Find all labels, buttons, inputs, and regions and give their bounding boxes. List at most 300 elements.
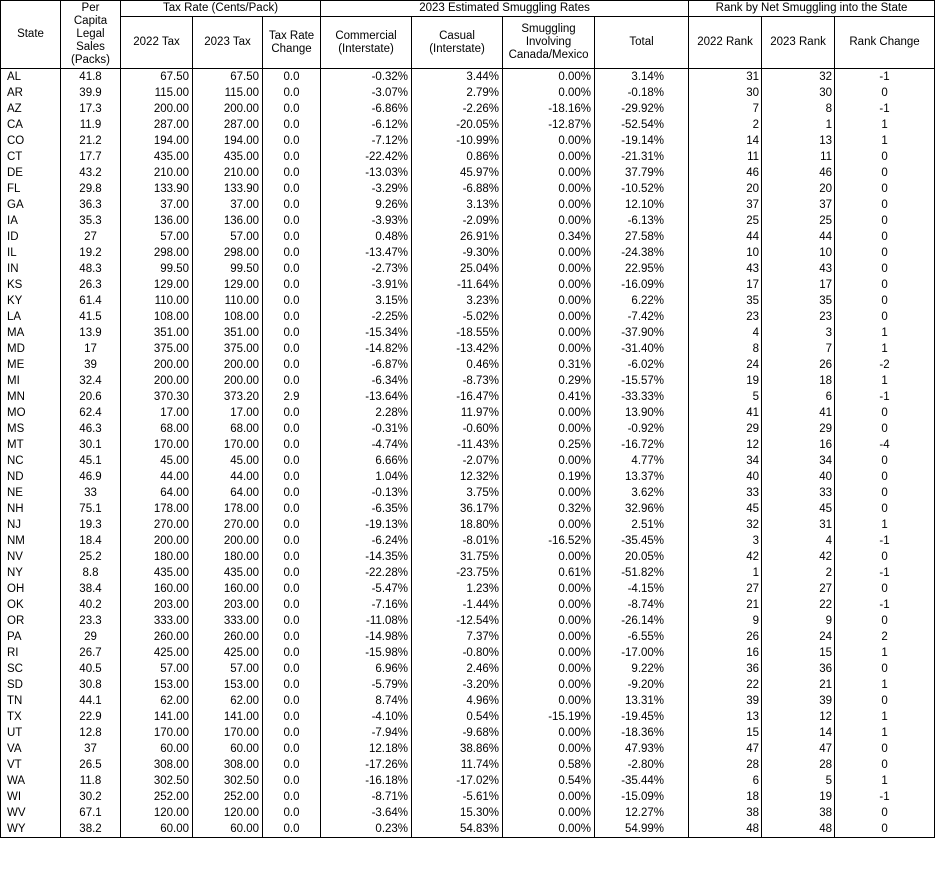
- rank-change-cell: 0: [835, 757, 935, 773]
- casual-cell: 2.46%: [412, 661, 503, 677]
- table-row: [1, 757, 935, 773]
- state-cell: NJ: [1, 517, 61, 533]
- rank-2022-cell: 24: [689, 357, 762, 373]
- casual-cell: 18.80%: [412, 517, 503, 533]
- state-cell: NM: [1, 533, 61, 549]
- casual-cell: -2.07%: [412, 453, 503, 469]
- casual-cell: -9.68%: [412, 725, 503, 741]
- table-row: [1, 533, 935, 549]
- table-row: [1, 517, 935, 533]
- casual-cell: 45.97%: [412, 165, 503, 181]
- rank-2022-cell: 28: [689, 757, 762, 773]
- canada-mexico-cell: -15.19%: [503, 709, 595, 725]
- casual-cell: 2.79%: [412, 85, 503, 101]
- tax-2023-cell: 136.00: [193, 213, 263, 229]
- rank-2022-cell: 17: [689, 277, 762, 293]
- canada-mexico-cell: 0.00%: [503, 677, 595, 693]
- tax-2022-cell: 45.00: [121, 453, 193, 469]
- commercial-cell: -13.47%: [321, 245, 412, 261]
- casual-cell: 38.86%: [412, 741, 503, 757]
- canada-mexico-cell: 0.00%: [503, 421, 595, 437]
- tax-2022-cell: 194.00: [121, 133, 193, 149]
- total-cell: 6.22%: [595, 293, 689, 309]
- commercial-cell: -5.47%: [321, 581, 412, 597]
- total-cell: 13.37%: [595, 469, 689, 485]
- rank-change-cell: 0: [835, 613, 935, 629]
- casual-cell: 0.54%: [412, 709, 503, 725]
- tax-2022-cell: 160.00: [121, 581, 193, 597]
- state-cell: PA: [1, 629, 61, 645]
- casual-cell: 3.23%: [412, 293, 503, 309]
- total-cell: 13.31%: [595, 693, 689, 709]
- canada-mexico-cell: 0.00%: [503, 613, 595, 629]
- rank-2022-cell: 39: [689, 693, 762, 709]
- tax-2023-cell: 68.00: [193, 421, 263, 437]
- canada-mexico-cell: 0.19%: [503, 469, 595, 485]
- rank-change-cell: 0: [835, 245, 935, 261]
- per-capita-cell: 43.2: [61, 165, 121, 181]
- tax-2022-cell: 60.00: [121, 821, 193, 838]
- tax-change-cell: 0.0: [263, 357, 321, 373]
- canada-mexico-cell: 0.00%: [503, 85, 595, 101]
- canada-mexico-cell: 0.58%: [503, 757, 595, 773]
- tax-2023-cell: 180.00: [193, 549, 263, 565]
- tax-2023-cell: 57.00: [193, 229, 263, 245]
- rank-change-cell: 0: [835, 261, 935, 277]
- rank-change-cell: 0: [835, 293, 935, 309]
- per-capita-cell: 38.2: [61, 821, 121, 838]
- rank-change-cell: 0: [835, 85, 935, 101]
- tax-2023-cell: 435.00: [193, 149, 263, 165]
- total-cell: 54.99%: [595, 821, 689, 838]
- table-row: [1, 613, 935, 629]
- rank-2022-cell: 13: [689, 709, 762, 725]
- header-tax-rate-change: Tax Rate Change: [263, 17, 321, 69]
- tax-2022-cell: 200.00: [121, 373, 193, 389]
- casual-cell: 0.46%: [412, 357, 503, 373]
- casual-cell: -8.01%: [412, 533, 503, 549]
- per-capita-cell: 26.7: [61, 645, 121, 661]
- total-cell: -35.45%: [595, 533, 689, 549]
- total-cell: -52.54%: [595, 117, 689, 133]
- rank-2022-cell: 14: [689, 133, 762, 149]
- rank-2023-cell: 22: [762, 597, 835, 613]
- total-cell: 3.62%: [595, 485, 689, 501]
- canada-mexico-cell: 0.00%: [503, 245, 595, 261]
- total-cell: -0.92%: [595, 421, 689, 437]
- rank-2023-cell: 46: [762, 165, 835, 181]
- per-capita-cell: 22.9: [61, 709, 121, 725]
- canada-mexico-cell: 0.31%: [503, 357, 595, 373]
- tax-change-cell: 0.0: [263, 757, 321, 773]
- state-cell: KS: [1, 277, 61, 293]
- canada-mexico-cell: 0.00%: [503, 405, 595, 421]
- casual-cell: 25.04%: [412, 261, 503, 277]
- per-capita-cell: 13.9: [61, 325, 121, 341]
- casual-cell: -20.05%: [412, 117, 503, 133]
- casual-cell: 11.74%: [412, 757, 503, 773]
- rank-2023-cell: 16: [762, 437, 835, 453]
- casual-cell: 7.37%: [412, 629, 503, 645]
- rank-change-cell: 0: [835, 213, 935, 229]
- canada-mexico-cell: 0.00%: [503, 261, 595, 277]
- canada-mexico-cell: 0.00%: [503, 789, 595, 805]
- tax-2023-cell: 170.00: [193, 437, 263, 453]
- total-cell: 4.77%: [595, 453, 689, 469]
- tax-change-cell: 0.0: [263, 421, 321, 437]
- table-row: [1, 373, 935, 389]
- canada-mexico-cell: 0.00%: [503, 149, 595, 165]
- tax-2022-cell: 110.00: [121, 293, 193, 309]
- tax-change-cell: 0.0: [263, 533, 321, 549]
- table-row: [1, 325, 935, 341]
- per-capita-cell: 12.8: [61, 725, 121, 741]
- tax-2022-cell: 17.00: [121, 405, 193, 421]
- total-cell: -51.82%: [595, 565, 689, 581]
- state-cell: ID: [1, 229, 61, 245]
- total-cell: -24.38%: [595, 245, 689, 261]
- tax-change-cell: 0.0: [263, 261, 321, 277]
- rank-change-cell: 0: [835, 821, 935, 838]
- total-cell: -15.57%: [595, 373, 689, 389]
- tax-2022-cell: 180.00: [121, 549, 193, 565]
- header-state: State: [1, 1, 61, 69]
- commercial-cell: -3.91%: [321, 277, 412, 293]
- tax-2023-cell: 373.20: [193, 389, 263, 405]
- header-2022-rank: 2022 Rank: [689, 17, 762, 69]
- state-cell: NY: [1, 565, 61, 581]
- per-capita-cell: 40.2: [61, 597, 121, 613]
- rank-change-cell: 1: [835, 117, 935, 133]
- tax-change-cell: 0.0: [263, 341, 321, 357]
- commercial-cell: -7.16%: [321, 597, 412, 613]
- tax-2022-cell: 44.00: [121, 469, 193, 485]
- casual-cell: -5.02%: [412, 309, 503, 325]
- tax-change-cell: 0.0: [263, 597, 321, 613]
- commercial-cell: -16.18%: [321, 773, 412, 789]
- rank-2022-cell: 19: [689, 373, 762, 389]
- commercial-cell: -13.64%: [321, 389, 412, 405]
- rank-2023-cell: 27: [762, 581, 835, 597]
- state-cell: MA: [1, 325, 61, 341]
- casual-cell: 3.44%: [412, 69, 503, 86]
- tax-change-cell: 0.0: [263, 309, 321, 325]
- rank-2022-cell: 35: [689, 293, 762, 309]
- total-cell: 32.96%: [595, 501, 689, 517]
- canada-mexico-cell: 0.00%: [503, 821, 595, 838]
- rank-2022-cell: 42: [689, 549, 762, 565]
- rank-change-cell: 1: [835, 133, 935, 149]
- per-capita-cell: 61.4: [61, 293, 121, 309]
- tax-2022-cell: 64.00: [121, 485, 193, 501]
- tax-change-cell: 0.0: [263, 613, 321, 629]
- total-cell: -4.15%: [595, 581, 689, 597]
- table-row: [1, 549, 935, 565]
- rank-2023-cell: 40: [762, 469, 835, 485]
- commercial-cell: 0.48%: [321, 229, 412, 245]
- tax-2023-cell: 425.00: [193, 645, 263, 661]
- header-2022-tax: 2022 Tax: [121, 17, 193, 69]
- casual-cell: -0.60%: [412, 421, 503, 437]
- commercial-cell: 8.74%: [321, 693, 412, 709]
- per-capita-cell: 17: [61, 341, 121, 357]
- rank-2022-cell: 18: [689, 789, 762, 805]
- casual-cell: -17.02%: [412, 773, 503, 789]
- header-rank-change: Rank Change: [835, 17, 935, 69]
- per-capita-cell: 38.4: [61, 581, 121, 597]
- rank-2023-cell: 6: [762, 389, 835, 405]
- tax-2022-cell: 115.00: [121, 85, 193, 101]
- per-capita-cell: 37: [61, 741, 121, 757]
- tax-2023-cell: 308.00: [193, 757, 263, 773]
- tax-change-cell: 0.0: [263, 405, 321, 421]
- state-cell: OR: [1, 613, 61, 629]
- commercial-cell: -14.82%: [321, 341, 412, 357]
- canada-mexico-cell: -12.87%: [503, 117, 595, 133]
- per-capita-cell: 19.2: [61, 245, 121, 261]
- table-row: [1, 565, 935, 581]
- tax-change-cell: 0.0: [263, 293, 321, 309]
- per-capita-cell: 20.6: [61, 389, 121, 405]
- canada-mexico-cell: 0.00%: [503, 693, 595, 709]
- rank-2023-cell: 26: [762, 357, 835, 373]
- tax-2023-cell: 435.00: [193, 565, 263, 581]
- total-cell: -18.36%: [595, 725, 689, 741]
- casual-cell: 12.32%: [412, 469, 503, 485]
- casual-cell: -1.44%: [412, 597, 503, 613]
- commercial-cell: -14.35%: [321, 549, 412, 565]
- rank-change-cell: -1: [835, 597, 935, 613]
- casual-cell: 4.96%: [412, 693, 503, 709]
- per-capita-cell: 62.4: [61, 405, 121, 421]
- commercial-cell: -6.34%: [321, 373, 412, 389]
- commercial-cell: -6.87%: [321, 357, 412, 373]
- total-cell: -0.18%: [595, 85, 689, 101]
- per-capita-cell: 30.1: [61, 437, 121, 453]
- commercial-cell: -6.35%: [321, 501, 412, 517]
- rank-change-cell: 0: [835, 165, 935, 181]
- canada-mexico-cell: 0.00%: [503, 629, 595, 645]
- total-cell: -31.40%: [595, 341, 689, 357]
- rank-2022-cell: 47: [689, 741, 762, 757]
- table-row: [1, 229, 935, 245]
- tax-2023-cell: 375.00: [193, 341, 263, 357]
- table-row: [1, 261, 935, 277]
- header-casual: Casual (Interstate): [412, 17, 503, 69]
- commercial-cell: -15.98%: [321, 645, 412, 661]
- commercial-cell: -5.79%: [321, 677, 412, 693]
- rank-change-cell: 0: [835, 149, 935, 165]
- rank-2022-cell: 10: [689, 245, 762, 261]
- rank-2022-cell: 37: [689, 197, 762, 213]
- total-cell: -26.14%: [595, 613, 689, 629]
- rank-2023-cell: 3: [762, 325, 835, 341]
- canada-mexico-cell: 0.00%: [503, 341, 595, 357]
- rank-2022-cell: 41: [689, 405, 762, 421]
- tax-change-cell: 0.0: [263, 453, 321, 469]
- per-capita-cell: 40.5: [61, 661, 121, 677]
- table-row: [1, 661, 935, 677]
- state-cell: VT: [1, 757, 61, 773]
- per-capita-cell: 30.8: [61, 677, 121, 693]
- canada-mexico-cell: 0.25%: [503, 437, 595, 453]
- tax-change-cell: 0.0: [263, 485, 321, 501]
- state-cell: DE: [1, 165, 61, 181]
- per-capita-cell: 29.8: [61, 181, 121, 197]
- canada-mexico-cell: 0.00%: [503, 213, 595, 229]
- tax-2022-cell: 57.00: [121, 229, 193, 245]
- tax-2022-cell: 200.00: [121, 357, 193, 373]
- tax-2023-cell: 287.00: [193, 117, 263, 133]
- total-cell: -17.00%: [595, 645, 689, 661]
- rank-change-cell: 0: [835, 405, 935, 421]
- state-cell: NH: [1, 501, 61, 517]
- total-cell: -16.72%: [595, 437, 689, 453]
- tax-2022-cell: 435.00: [121, 149, 193, 165]
- commercial-cell: 0.23%: [321, 821, 412, 838]
- casual-cell: -5.61%: [412, 789, 503, 805]
- state-cell: RI: [1, 645, 61, 661]
- commercial-cell: 9.26%: [321, 197, 412, 213]
- rank-2023-cell: 44: [762, 229, 835, 245]
- tax-2023-cell: 44.00: [193, 469, 263, 485]
- tax-change-cell: 0.0: [263, 517, 321, 533]
- rank-change-cell: 1: [835, 325, 935, 341]
- rank-2023-cell: 36: [762, 661, 835, 677]
- rank-2022-cell: 48: [689, 821, 762, 838]
- per-capita-cell: 39.9: [61, 85, 121, 101]
- total-cell: 9.22%: [595, 661, 689, 677]
- total-cell: -15.09%: [595, 789, 689, 805]
- state-cell: ND: [1, 469, 61, 485]
- per-capita-cell: 75.1: [61, 501, 121, 517]
- per-capita-cell: 11.9: [61, 117, 121, 133]
- rank-2023-cell: 7: [762, 341, 835, 357]
- rank-2023-cell: 9: [762, 613, 835, 629]
- table-row: [1, 85, 935, 101]
- rank-change-cell: 1: [835, 773, 935, 789]
- casual-cell: -6.88%: [412, 181, 503, 197]
- state-cell: WY: [1, 821, 61, 838]
- tax-2022-cell: 178.00: [121, 501, 193, 517]
- table-row: [1, 213, 935, 229]
- rank-2023-cell: 20: [762, 181, 835, 197]
- tax-change-cell: 0.0: [263, 549, 321, 565]
- tax-2023-cell: 57.00: [193, 661, 263, 677]
- commercial-cell: -0.13%: [321, 485, 412, 501]
- rank-2023-cell: 4: [762, 533, 835, 549]
- commercial-cell: -0.31%: [321, 421, 412, 437]
- tax-2023-cell: 37.00: [193, 197, 263, 213]
- header-2023-rank: 2023 Rank: [762, 17, 835, 69]
- tax-2022-cell: 57.00: [121, 661, 193, 677]
- state-cell: AR: [1, 85, 61, 101]
- rank-2023-cell: 31: [762, 517, 835, 533]
- header-rank-group: Rank by Net Smuggling into the State: [689, 1, 935, 17]
- table-row: [1, 341, 935, 357]
- tax-change-cell: 2.9: [263, 389, 321, 405]
- rank-2022-cell: 44: [689, 229, 762, 245]
- per-capita-cell: 45.1: [61, 453, 121, 469]
- tax-2023-cell: 351.00: [193, 325, 263, 341]
- tax-2023-cell: 45.00: [193, 453, 263, 469]
- table-row: [1, 581, 935, 597]
- rank-2023-cell: 48: [762, 821, 835, 838]
- commercial-cell: -22.42%: [321, 149, 412, 165]
- tax-2023-cell: 333.00: [193, 613, 263, 629]
- total-cell: -6.55%: [595, 629, 689, 645]
- rank-2023-cell: 45: [762, 501, 835, 517]
- tax-2022-cell: 435.00: [121, 565, 193, 581]
- casual-cell: -12.54%: [412, 613, 503, 629]
- header-canada-mexico: Smuggling Involving Canada/Mexico: [503, 17, 595, 69]
- commercial-cell: -4.74%: [321, 437, 412, 453]
- rank-2023-cell: 21: [762, 677, 835, 693]
- tax-2023-cell: 108.00: [193, 309, 263, 325]
- rank-change-cell: -1: [835, 101, 935, 117]
- rank-2023-cell: 17: [762, 277, 835, 293]
- tax-change-cell: 0.0: [263, 165, 321, 181]
- tax-2022-cell: 203.00: [121, 597, 193, 613]
- state-cell: IL: [1, 245, 61, 261]
- table-row: [1, 725, 935, 741]
- total-cell: -21.31%: [595, 149, 689, 165]
- table-row: [1, 165, 935, 181]
- total-cell: -29.92%: [595, 101, 689, 117]
- canada-mexico-cell: 0.41%: [503, 389, 595, 405]
- header-commercial: Commercial (Interstate): [321, 17, 412, 69]
- table-row: [1, 133, 935, 149]
- table-row: [1, 597, 935, 613]
- rank-2023-cell: 19: [762, 789, 835, 805]
- per-capita-cell: 26.5: [61, 757, 121, 773]
- tax-2022-cell: 120.00: [121, 805, 193, 821]
- commercial-cell: 12.18%: [321, 741, 412, 757]
- state-cell: NV: [1, 549, 61, 565]
- state-cell: MI: [1, 373, 61, 389]
- tax-change-cell: 0.0: [263, 565, 321, 581]
- state-cell: IN: [1, 261, 61, 277]
- rank-2022-cell: 6: [689, 773, 762, 789]
- rank-2022-cell: 20: [689, 181, 762, 197]
- state-cell: MO: [1, 405, 61, 421]
- casual-cell: -18.55%: [412, 325, 503, 341]
- table-row: [1, 789, 935, 805]
- tax-2022-cell: 351.00: [121, 325, 193, 341]
- rank-change-cell: 0: [835, 485, 935, 501]
- rank-change-cell: -1: [835, 565, 935, 581]
- rank-change-cell: 1: [835, 709, 935, 725]
- tax-change-cell: 0.0: [263, 581, 321, 597]
- rank-2023-cell: 47: [762, 741, 835, 757]
- tax-2022-cell: 129.00: [121, 277, 193, 293]
- rank-change-cell: -2: [835, 357, 935, 373]
- tax-change-cell: 0.0: [263, 789, 321, 805]
- tax-2023-cell: 120.00: [193, 805, 263, 821]
- total-cell: 22.95%: [595, 261, 689, 277]
- commercial-cell: -11.08%: [321, 613, 412, 629]
- rank-2023-cell: 12: [762, 709, 835, 725]
- rank-2022-cell: 45: [689, 501, 762, 517]
- canada-mexico-cell: 0.61%: [503, 565, 595, 581]
- casual-cell: -11.43%: [412, 437, 503, 453]
- tax-change-cell: 0.0: [263, 629, 321, 645]
- table-row: [1, 501, 935, 517]
- per-capita-cell: 30.2: [61, 789, 121, 805]
- commercial-cell: -3.64%: [321, 805, 412, 821]
- tax-change-cell: 0.0: [263, 133, 321, 149]
- tax-change-cell: 0.0: [263, 709, 321, 725]
